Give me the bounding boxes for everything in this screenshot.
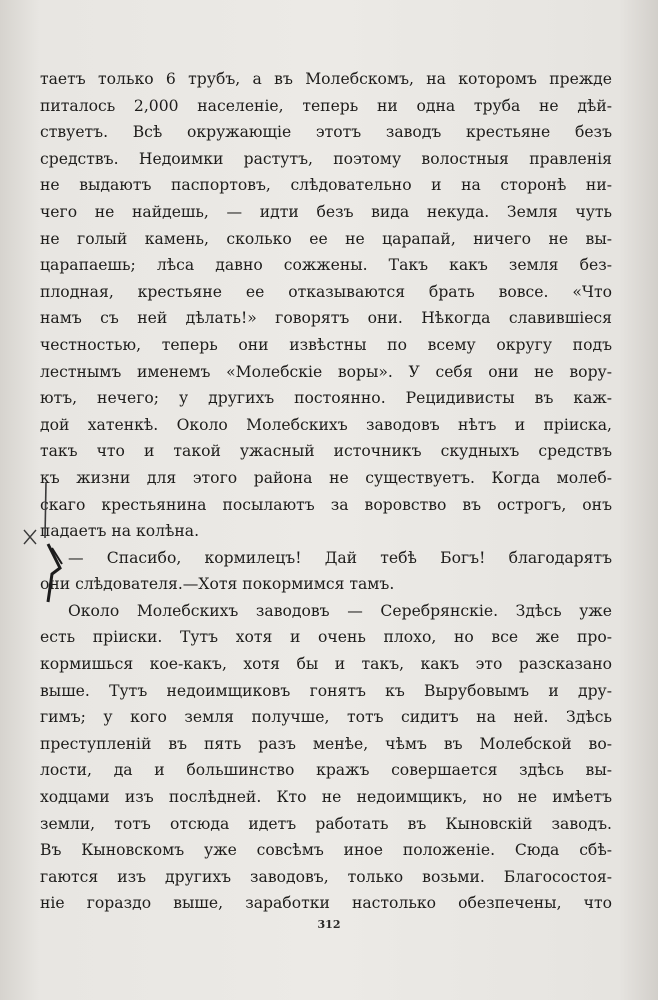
text-line: не выдаютъ паспортовъ, слѣдовательно и на сторонѣ ни- bbox=[40, 176, 612, 195]
text-line: Около Молебскихъ заводовъ — Серебрянскіе. Здѣсь уже bbox=[68, 601, 612, 620]
text-line: земли, тотъ отсюда идетъ работать въ Кыновскій заводъ. bbox=[40, 814, 612, 833]
text-line: скаго крестьянина посылаютъ за воровство въ острогъ, онъ bbox=[40, 495, 612, 514]
text-line: кормишься кое-какъ, хотя бы и такъ, какъ это разсказано bbox=[40, 655, 612, 674]
text-line: выше. Тутъ недоимщиковъ гонятъ къ Вырубовымъ и дру- bbox=[40, 681, 612, 700]
text-line: намъ съ ней дѣлать!» говорятъ они. Нѣкогда славившіеся bbox=[40, 309, 612, 328]
text-line: гимъ; у кого земля получше, тотъ сидитъ на ней. Здѣсь bbox=[40, 708, 612, 727]
text-line: царапаешь; лѣса давно сожжены. Такъ какъ земля без- bbox=[40, 256, 612, 275]
page-text bbox=[40, 66, 612, 917]
text-line: ніе гораздо выше, заработки настолько обезпечены, что bbox=[40, 894, 612, 913]
text-line: ходцами изъ послѣдней. Кто не недоимщикъ, но не имѣетъ bbox=[40, 788, 612, 807]
text-line: такъ что и такой ужасный источникъ скудныхъ средствъ bbox=[40, 442, 612, 461]
pencil-margin-mark-icon bbox=[18, 478, 78, 608]
text-line: лестнымъ именемъ «Молебскіе воры». У себя они не вору- bbox=[40, 362, 612, 381]
page-number: 312 bbox=[317, 918, 341, 931]
text-line: плодная, крестьяне ее отказываются брать вовсе. «Что bbox=[40, 282, 612, 301]
text-line: ствуетъ. Всѣ окружающіе этотъ заводъ крестьяне безъ bbox=[40, 123, 612, 142]
text-line: есть пріиски. Тутъ хотя и очень плохо, но все же про- bbox=[40, 628, 612, 647]
text-line: средствъ. Недоимки растутъ, поэтому волостныя правленія bbox=[40, 149, 612, 168]
text-line: лости, да и большинство кражъ совершается здѣсь вы- bbox=[40, 761, 612, 780]
text-line: они слѣдователя.—Хотя покормимся тамъ. bbox=[40, 575, 395, 594]
text-line: преступленій въ пять разъ менѣе, чѣмъ въ Молебской во- bbox=[40, 734, 612, 753]
text-line: падаетъ на колѣна. bbox=[40, 522, 200, 541]
text-line: дой хатенкѣ. Около Молебскихъ заводовъ нѣтъ и пріиска, bbox=[40, 415, 612, 434]
text-line: гаются изъ другихъ заводовъ, только возьми. Благосостоя- bbox=[40, 867, 612, 886]
text-line: къ жизни для этого района не существуетъ. Когда молеб- bbox=[40, 468, 612, 487]
text-line: питалось 2,000 населеніе, теперь ни одна труба не дѣй- bbox=[40, 96, 612, 115]
text-line: честностью, теперь они извѣстны по всему округу подъ bbox=[40, 335, 612, 354]
text-line: Въ Кыновскомъ уже совсѣмъ иное положеніе. Сюда сбѣ- bbox=[40, 841, 612, 860]
text-line: чего не найдешь, — идти безъ вида некуда. Земля чуть bbox=[40, 202, 612, 221]
text-line: — Спасибо, кормилецъ! Дай тебѣ Богъ! благодарятъ bbox=[68, 548, 612, 567]
text-line: не голый камень, сколько ее не царапай, ничего не вы- bbox=[40, 229, 612, 248]
text-line: ютъ, нечего; у другихъ постоянно. Рецидивисты въ каж- bbox=[40, 389, 612, 408]
text-line: таетъ только 6 трубъ, а въ Молебскомъ, на которомъ прежде bbox=[40, 70, 612, 88]
